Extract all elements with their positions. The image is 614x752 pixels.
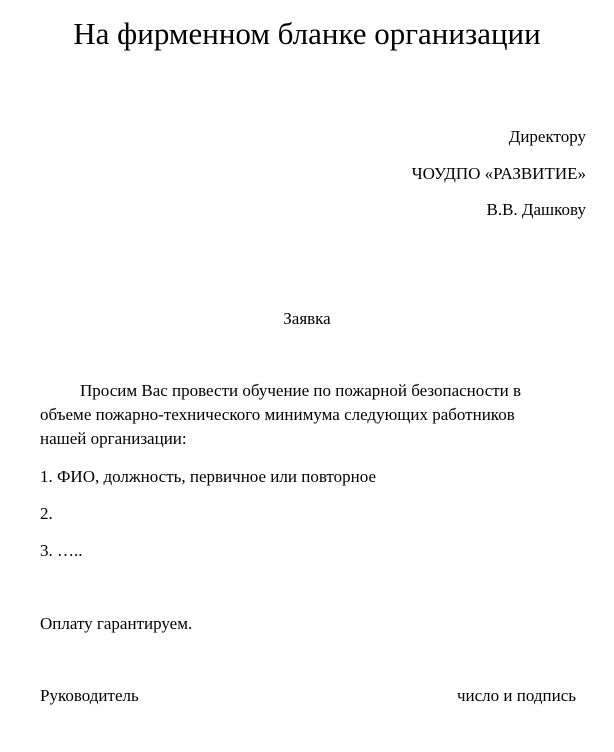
document-title: Заявка [283, 309, 331, 328]
list-item: 2. [40, 504, 53, 523]
request-line: нашей организации: [40, 429, 187, 448]
request-line: Просим Вас провести обучение по пожарной безопасности в [80, 381, 522, 400]
list-item: 1. ФИО, должность, первичное или повторное [40, 467, 376, 486]
request-line: объеме пожарно-технического минимума следующих работников [40, 405, 515, 424]
addressee-name: В.В. Дашкову [486, 200, 586, 219]
signature-date-label: число и подпись [456, 686, 576, 705]
letterhead-title: На фирменном бланке организации [73, 16, 541, 51]
signature-role: Руководитель [40, 686, 139, 705]
payment-guarantee: Оплату гарантируем. [40, 614, 193, 633]
list-item: 3. ….. [40, 541, 83, 560]
addressee-position: Директору [508, 127, 586, 146]
addressee-organization: ЧОУДПО «РАЗВИТИЕ» [411, 164, 586, 183]
